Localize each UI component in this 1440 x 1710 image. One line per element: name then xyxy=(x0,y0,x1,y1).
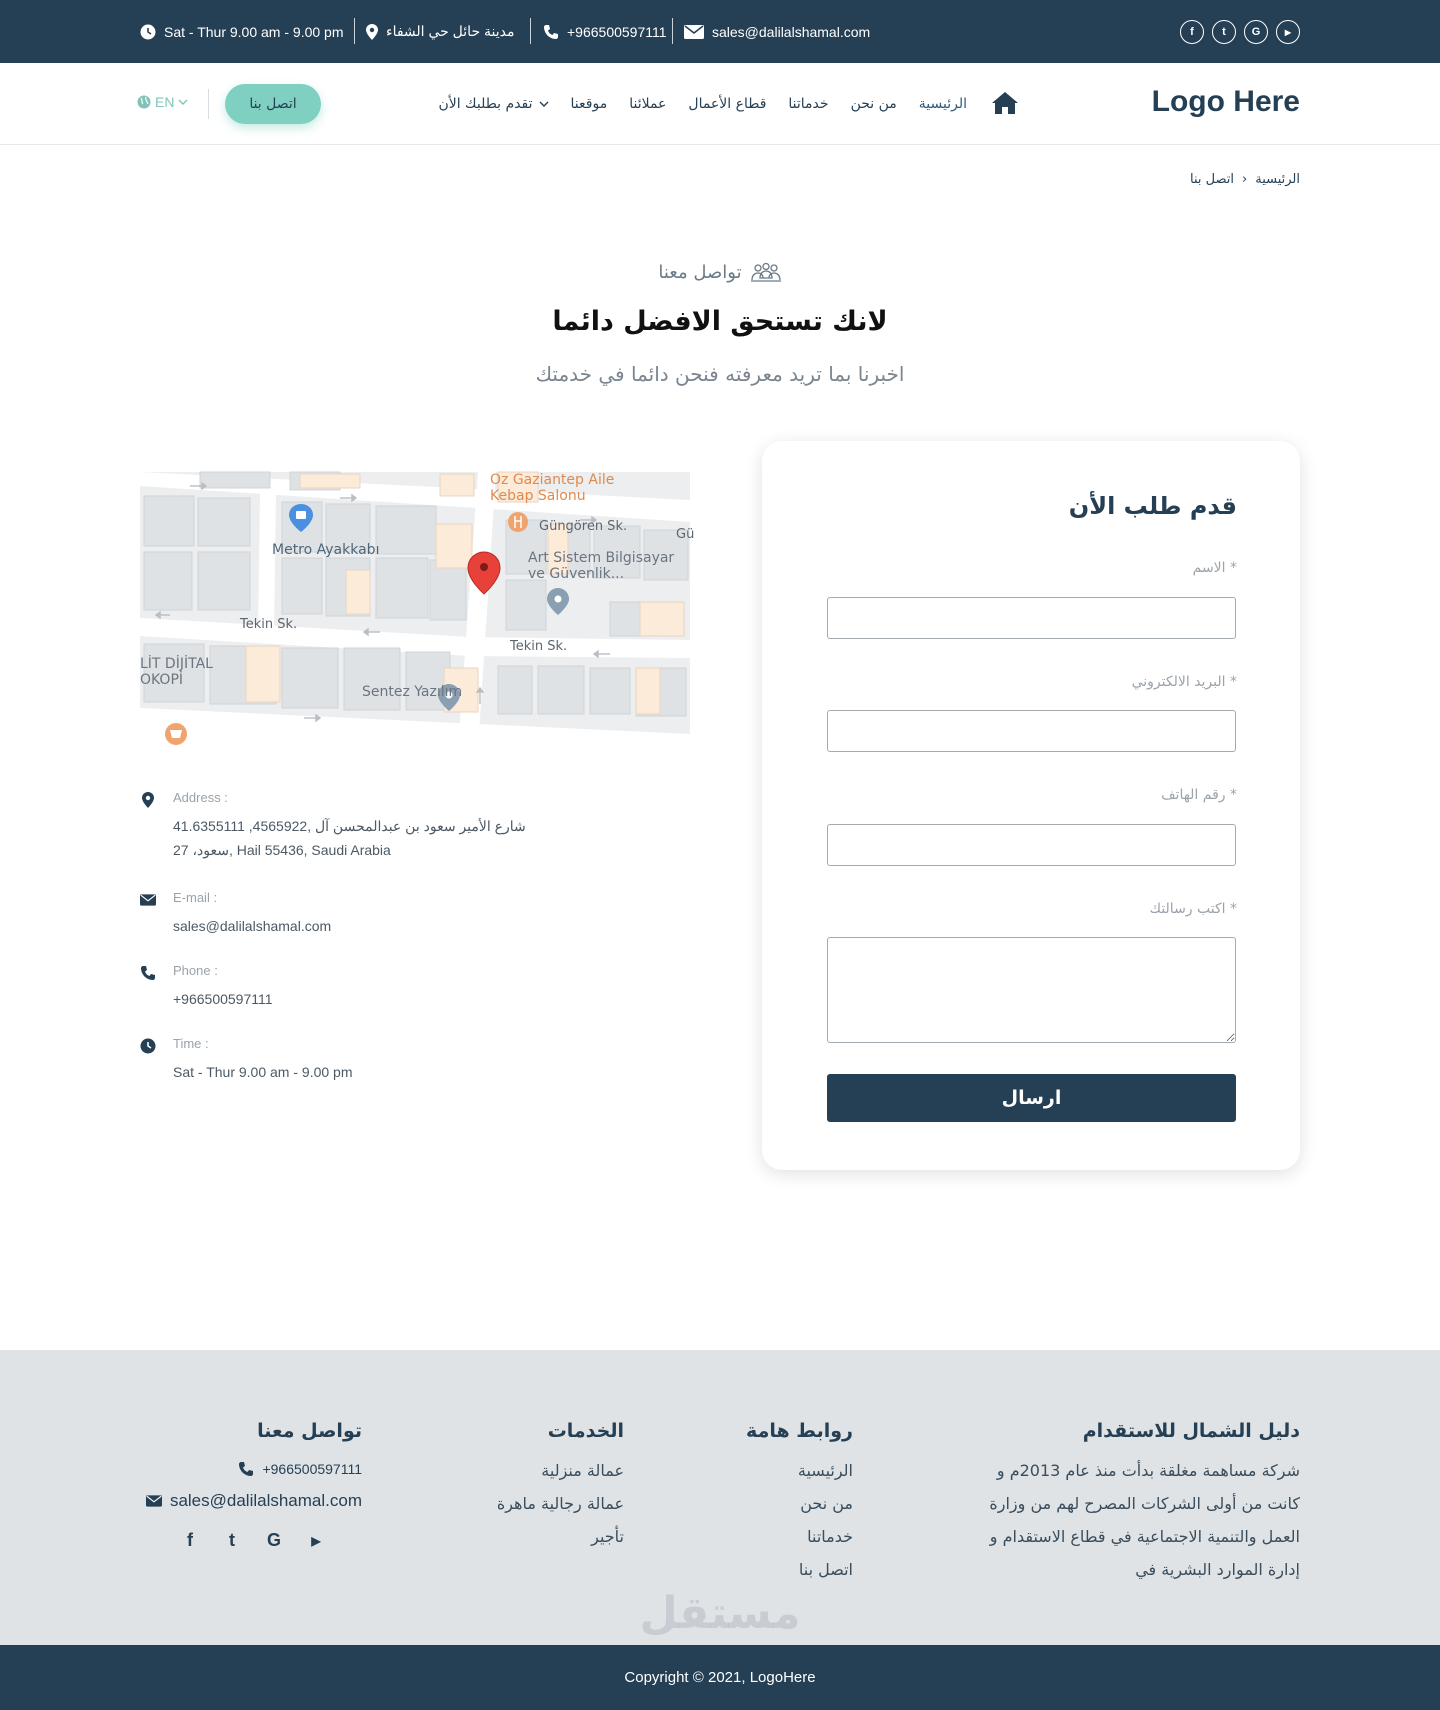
globe-icon xyxy=(137,95,151,109)
address-label: Address : xyxy=(173,790,228,805)
phone-info[interactable] xyxy=(543,0,667,63)
location-map[interactable] xyxy=(140,472,695,749)
envelope-icon xyxy=(140,894,156,906)
footer-link[interactable]: اتصل بنا xyxy=(798,1560,853,1579)
nav-item-business[interactable]: قطاع الأعمال xyxy=(688,96,767,112)
footer-email[interactable] xyxy=(146,1484,362,1518)
email-label: E-mail : xyxy=(173,890,218,905)
footer-links-title: روابط هامة xyxy=(746,1420,853,1442)
google-icon[interactable]: G xyxy=(1244,20,1268,44)
footer-service-link[interactable]: عمالة منزلية xyxy=(541,1461,624,1480)
footer-link[interactable]: الرئيسية xyxy=(797,1461,853,1480)
svg-text:ve Güvenlik...: ve Güvenlik... xyxy=(528,566,625,582)
facebook-icon[interactable]: f xyxy=(1180,20,1204,44)
phone-label: Phone : xyxy=(173,963,218,978)
address-info xyxy=(140,790,560,860)
footer-social-links xyxy=(180,1530,326,1551)
language-switcher[interactable] xyxy=(137,94,188,110)
home-icon[interactable] xyxy=(991,91,1019,115)
youtube-icon[interactable]: ▶ xyxy=(1276,20,1300,44)
footer-services-title: الخدمات xyxy=(547,1420,624,1442)
divider xyxy=(208,89,209,119)
kicker-text: تواصل معنا xyxy=(658,262,742,283)
restaurant-pin-icon xyxy=(508,512,528,532)
nav-menu xyxy=(438,63,967,145)
svg-text:Metro Ayakkabı: Metro Ayakkabı xyxy=(272,542,380,558)
phone-icon xyxy=(238,1461,254,1477)
email-value[interactable]: sales@dalilalshamal.com xyxy=(173,918,332,934)
svg-text:Oz Gaziantep Aile: Oz Gaziantep Aile xyxy=(490,472,615,488)
footer-links xyxy=(746,1420,853,1586)
envelope-icon xyxy=(684,25,704,39)
breadcrumb-home[interactable]: الرئيسية xyxy=(1255,172,1300,187)
footer-service-link[interactable]: عمالة رجالية ماهرة xyxy=(496,1494,624,1513)
logo[interactable]: Logo Here xyxy=(1151,85,1300,118)
location-pin-icon xyxy=(142,792,154,808)
phone-text: +966500597111 xyxy=(567,23,667,40)
page-subtitle: اخبرنا بما تريد معرفته فنحن دائما في خدمتك xyxy=(535,362,905,386)
facebook-icon[interactable]: f xyxy=(187,1530,193,1550)
copyright-text: Copyright © 2021, LogoHere xyxy=(624,1669,816,1686)
location-info xyxy=(366,0,514,63)
footer-contact-title: تواصل معنا xyxy=(257,1420,362,1442)
nav-item-services[interactable]: خدماتنا xyxy=(788,96,829,112)
cafe-pin-icon xyxy=(165,723,187,745)
address-value xyxy=(173,814,526,862)
footer-about xyxy=(970,1420,1300,1586)
email-info-block xyxy=(140,890,560,940)
footer-contact xyxy=(146,1420,362,1518)
chevron-down-icon xyxy=(539,101,549,107)
main-navbar xyxy=(0,63,1440,145)
footer-link[interactable]: من نحن xyxy=(800,1494,853,1513)
address-line-1: شارع الأمير سعود بن عبدالمحسن آل ,4565922, 41.6355111 xyxy=(173,818,526,834)
footer-service-link[interactable]: تأجير xyxy=(591,1527,624,1546)
watermark-logo: مستقل xyxy=(639,1588,801,1639)
time-label: Time : xyxy=(173,1036,209,1051)
svg-text:Art Sistem Bilgisayar: Art Sistem Bilgisayar xyxy=(528,550,675,566)
form-title: قدم طلب الأن xyxy=(1068,492,1237,520)
svg-text:Tekin Sk.: Tekin Sk. xyxy=(510,639,568,654)
map-canvas xyxy=(140,472,695,749)
clock-icon xyxy=(140,1038,156,1054)
email-text: sales@dalilalshamal.com xyxy=(712,23,871,40)
chevron-down-icon xyxy=(178,99,188,105)
email-info[interactable] xyxy=(684,0,870,63)
name-field[interactable] xyxy=(827,597,1236,639)
name-label: الاسم * xyxy=(1192,560,1237,576)
divider xyxy=(530,18,531,44)
nav-item-apply-label: تقدم بطلبك الأن xyxy=(438,96,533,112)
breadcrumb xyxy=(1190,172,1300,187)
top-bar xyxy=(0,0,1440,63)
twitter-icon[interactable]: t xyxy=(229,1530,235,1550)
svg-text:Kebap Salonu: Kebap Salonu xyxy=(490,488,586,504)
hours-info xyxy=(140,0,344,63)
page-title: لانك تستحق الافضل دائما xyxy=(552,306,888,337)
hours-text: Sat - Thur 9.00 am - 9.00 pm xyxy=(164,23,344,40)
breadcrumb-current: اتصل بنا xyxy=(1190,172,1235,187)
phone-value[interactable]: +966500597111 xyxy=(173,991,273,1007)
location-pin-icon xyxy=(366,24,378,40)
section-kicker xyxy=(0,262,1440,284)
location-text: مدينة حائل حي الشفاء xyxy=(386,23,515,39)
nav-item-home[interactable]: الرئيسية xyxy=(918,96,967,112)
contact-button[interactable]: اتصل بنا xyxy=(225,84,321,124)
footer-about-text: شركة مساهمة مغلقة بدأت منذ عام 2013م و كانت من أولى الشركات المصرح لهم من وزارة العمل والتنمية الاجتماعية في قطاع الاستقدام و إدارة الموارد البشرية في xyxy=(989,1461,1300,1579)
team-icon xyxy=(750,262,782,284)
time-value: Sat - Thur 9.00 am - 9.00 pm xyxy=(173,1064,353,1080)
clock-icon xyxy=(140,24,156,40)
svg-text:Gü: Gü xyxy=(676,527,695,542)
youtube-icon[interactable]: ▶ xyxy=(311,1533,321,1548)
phone-icon xyxy=(140,965,156,981)
nav-item-about[interactable]: من نحن xyxy=(850,96,897,112)
nav-item-clients[interactable]: عملائنا xyxy=(629,96,667,112)
phone-field[interactable] xyxy=(827,824,1236,866)
email-field[interactable] xyxy=(827,710,1236,752)
address-line-2: سعود، 27, Hail 55436, Saudi Arabia xyxy=(173,842,391,858)
message-field[interactable] xyxy=(827,937,1236,1043)
breadcrumb-separator: › xyxy=(1242,172,1248,187)
phone-field-label: رقم الهاتف * xyxy=(1161,787,1237,803)
footer-about-title: دليل الشمال للاستقدام xyxy=(1082,1420,1300,1442)
submit-button[interactable]: ارسال xyxy=(827,1074,1236,1122)
nav-item-apply[interactable] xyxy=(438,96,548,112)
phone-info-block xyxy=(140,963,560,1013)
twitter-icon[interactable]: t xyxy=(1212,20,1236,44)
footer-phone[interactable] xyxy=(146,1454,362,1484)
footer-link[interactable]: خدماتنا xyxy=(807,1527,853,1546)
request-form-card xyxy=(762,441,1300,1170)
svg-text:OKOPİ: OKOPİ xyxy=(140,672,184,688)
message-label: اكتب رسالتك * xyxy=(1149,901,1237,917)
svg-text:Tekin Sk.: Tekin Sk. xyxy=(240,617,298,632)
svg-text:Güngören Sk.: Güngören Sk. xyxy=(539,519,628,534)
footer-phone-text: +966500597111 xyxy=(262,1461,362,1477)
footer-email-text: sales@dalilalshamal.com xyxy=(169,1491,362,1510)
email-field-label: البريد الالكتروني * xyxy=(1131,674,1237,690)
svg-text:Sentez Yazılım: Sentez Yazılım xyxy=(362,684,463,700)
divider xyxy=(672,18,673,44)
google-icon[interactable]: G xyxy=(266,1530,281,1550)
divider xyxy=(354,18,355,44)
svg-text:LİT DİJİTAL: LİT DİJİTAL xyxy=(140,656,213,672)
nav-item-location[interactable]: موقعنا xyxy=(570,96,608,112)
copyright-bar xyxy=(0,1645,1440,1710)
language-label: EN xyxy=(155,94,175,110)
phone-icon xyxy=(543,24,559,40)
time-info-block xyxy=(140,1036,560,1086)
envelope-icon xyxy=(146,1495,162,1507)
footer-services xyxy=(497,1420,624,1553)
